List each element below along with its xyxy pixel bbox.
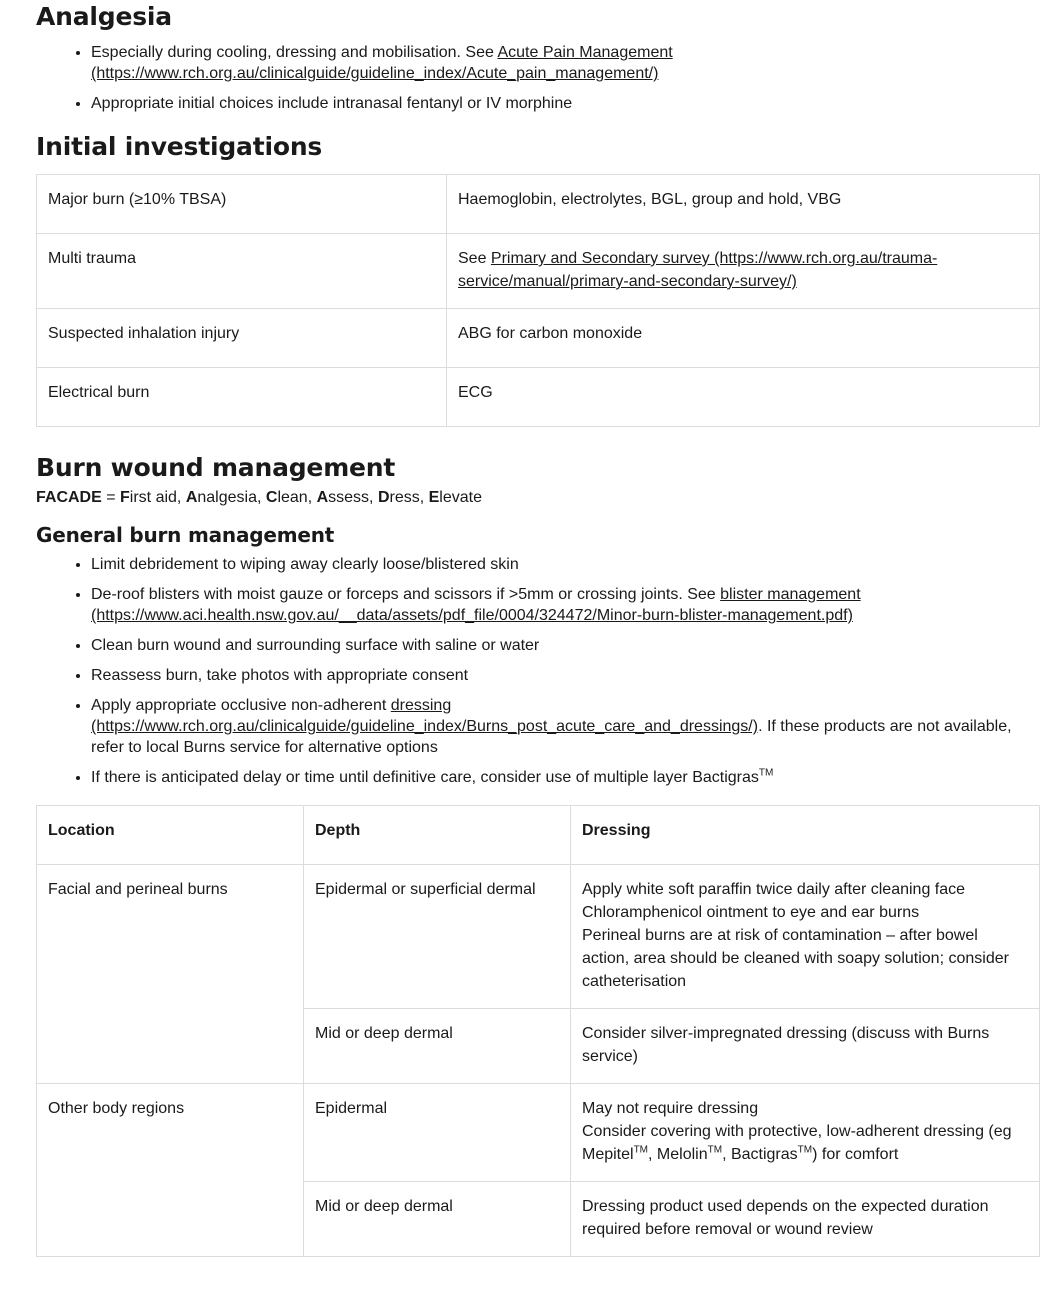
table-header-row bbox=[37, 806, 1040, 865]
test-cell: ECG bbox=[447, 368, 1040, 427]
dressing-link[interactable]: dressing (https://www.rch.org.au/clinicalguide/guideline_index/Burns_post_acute_care_and_dressings/) bbox=[91, 697, 759, 735]
table-row bbox=[37, 1084, 1040, 1182]
general-heading: General burn management bbox=[36, 523, 335, 547]
table-row bbox=[37, 175, 1040, 234]
dressing-cell: Dressing product used depends on the expected duration required before removal or wound review bbox=[571, 1182, 1040, 1257]
page-content bbox=[36, 0, 1039, 1257]
list-item: • Especially during cooling, dressing and mobilisation. See Acute Pain Management (https://www.rch.org.au/clinicalguide/guideline_index/Acute_pain_management/) bbox=[91, 42, 1039, 84]
investigations-heading: Initial investigations bbox=[36, 132, 323, 161]
list-item: • Limit debridement to wiping away clearly loose/blistered skin bbox=[91, 554, 1039, 575]
investigations-table bbox=[36, 174, 1040, 427]
column-header: Dressing bbox=[571, 806, 1040, 865]
depth-cell: Mid or deep dermal bbox=[304, 1009, 571, 1084]
dressing-table bbox=[36, 805, 1040, 1257]
location-cell: Other body regions bbox=[37, 1084, 304, 1257]
analgesia-heading: Analgesia bbox=[36, 2, 172, 31]
column-header: Location bbox=[37, 806, 304, 865]
location-cell: Facial and perineal burns bbox=[37, 865, 304, 1084]
acute-pain-link[interactable]: Acute Pain Management (https://www.rch.org.au/clinicalguide/guideline_index/Acute_pain_management/) bbox=[91, 44, 673, 82]
condition-cell: Major burn (≥10% TBSA) bbox=[37, 175, 447, 234]
blister-management-link[interactable]: blister management (https://www.aci.health.nsw.gov.au/__data/assets/pdf_file/0004/324472/Minor-burn-blister-management.pdf) bbox=[91, 586, 861, 624]
table-row bbox=[37, 865, 1040, 1009]
table-row bbox=[37, 309, 1040, 368]
table-row bbox=[37, 234, 1040, 309]
facade-mnemonic: FACADE = First aid, Analgesia, Clean, Assess, Dress, Elevate bbox=[36, 489, 482, 506]
dressing-cell: May not require dressing Consider covering with protective, low-adherent dressing (eg Mepitel™, Melolin™, Bactigras™) for comfort bbox=[571, 1084, 1040, 1182]
analgesia-list bbox=[36, 42, 1039, 114]
list-item: • If there is anticipated delay or time until definitive care, consider use of multiple layer Bactigras™ bbox=[91, 767, 1039, 788]
test-cell: Haemoglobin, electrolytes, BGL, group and hold, VBG bbox=[447, 175, 1040, 234]
list-item: • Clean burn wound and surrounding surface with saline or water bbox=[91, 635, 1039, 656]
dressing-cell: Apply white soft paraffin twice daily after cleaning face Chloramphenicol ointment to eye and ear burns Perineal burns are at risk of contamination – after bowel action, area should be cleaned with soapy solution; consider catheterisation bbox=[571, 865, 1040, 1009]
condition-cell: Electrical burn bbox=[37, 368, 447, 427]
wound-heading: Burn wound management bbox=[36, 453, 396, 482]
depth-cell: Epidermal or superficial dermal bbox=[304, 865, 571, 1009]
list-item: • Reassess burn, take photos with appropriate consent bbox=[91, 665, 1039, 686]
primary-secondary-survey-link[interactable]: Primary and Secondary survey (https://www.rch.org.au/trauma- service/manual/primary-and-secondary-survey/) bbox=[458, 250, 938, 290]
test-cell: ABG for carbon monoxide bbox=[447, 309, 1040, 368]
condition-cell: Suspected inhalation injury bbox=[37, 309, 447, 368]
list-item: • Apply appropriate occlusive non-adherent dressing (https://www.rch.org.au/clinicalguide/guideline_index/Burns_post_acute_care_and_dressings/). If these products are not available, refer to local Burns service for alternative options bbox=[91, 695, 1039, 758]
depth-cell: Mid or deep dermal bbox=[304, 1182, 571, 1257]
depth-cell: Epidermal bbox=[304, 1084, 571, 1182]
list-item: • De-roof blisters with moist gauze or forceps and scissors if >5mm or crossing joints. See blister management (https://www.aci.health.nsw.gov.au/__data/assets/pdf_file/0004/324472/Minor-burn-blister-management.pdf) bbox=[91, 584, 1039, 626]
test-cell: See Primary and Secondary survey (https://www.rch.org.au/trauma- service/manual/primary-and-secondary-survey/) bbox=[447, 234, 1040, 309]
column-header: Depth bbox=[304, 806, 571, 865]
list-item: • Appropriate initial choices include intranasal fentanyl or IV morphine bbox=[91, 93, 1039, 114]
table-row bbox=[37, 368, 1040, 427]
dressing-cell: Consider silver-impregnated dressing (discuss with Burns service) bbox=[571, 1009, 1040, 1084]
general-list bbox=[36, 554, 1039, 788]
condition-cell: Multi trauma bbox=[37, 234, 447, 309]
